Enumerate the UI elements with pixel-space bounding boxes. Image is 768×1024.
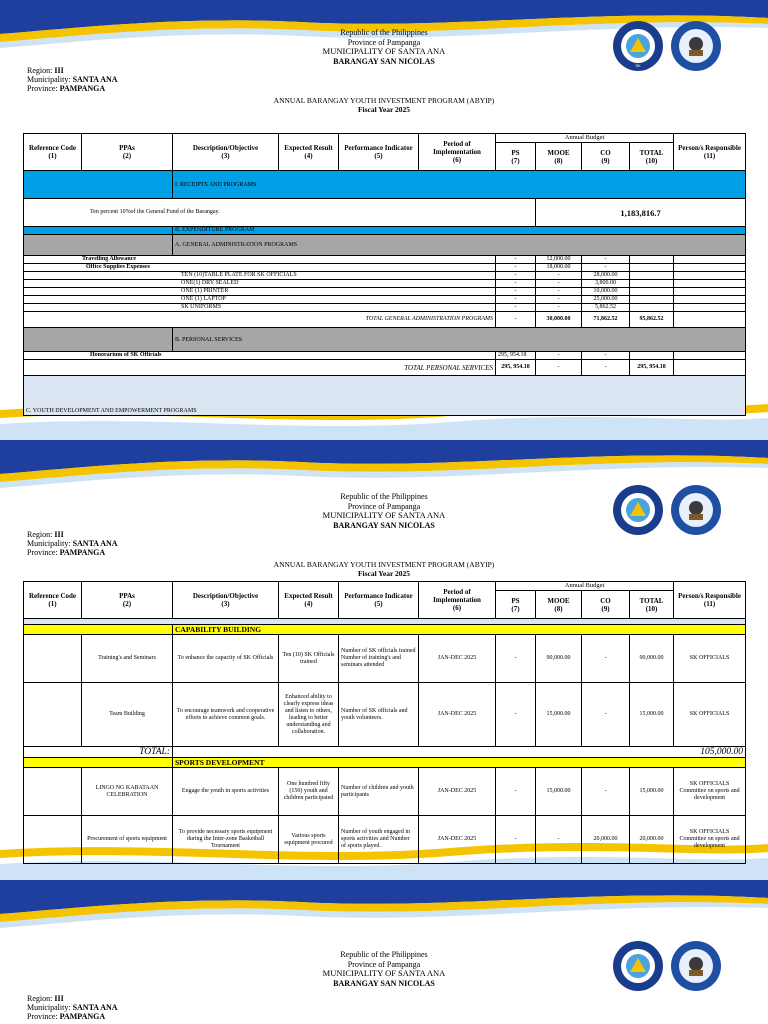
republic-line: Republic of the Philippines [340, 28, 428, 37]
budget-table-page1 [23, 133, 746, 416]
document-page-2 [0, 440, 768, 880]
budget-table-page2: Reference Code (1) PPAs (2) Description/Objective (3) Expected Result (4) Performance Indicator (5) Period of Implementation (6) Annual Budget Person/s Responsible (11) PS (7) MOOE (8) CO (9) TOTAL (10) CAPABILITY BUILDING Training's and Seminars To enhance the capacity of SK Officials Ten (10) SK Officials trained Number of SK officials trained Number of training's and seminars attended JAN-DEC 2025 - 90,000.00 - 90,000.00 SK OFFICIALS Team Building To encourage teamwork and cooperative efforts to achieve common goals. Enhanced ability to clearly express ideas and listen to others, leading to better understanding and collaboration. Number of SK officials and youth volunteers. JAN-DEC 2025 - 15,000.00 - 15,000.00 SK OFFICIALS TOTAL: 105,000.00 SPORTS DEVELOPMENT LINGO NG KABATAAN CELEBRATION Engage the youth in sports activities One hundred fifty (150) youth and children participated Number of children and youth participants JAN-DEC 2025 - 15,000.00 - 15,000.00 SK OFFICIALS Committee on sports and development Procurement of sports equipment To provide necessary sports equipment during the Inter-zone Basketball Tournament Various sports equipment procured Number of youth engaged in sports activities and Number of sports played. JAN-DEC 2025 - - 20,000.00 20,000.00 SK OFFICIALS Committee on sports and development [23, 581, 746, 864]
personal-row [24, 328, 746, 352]
item-row-printer: ONE (1) PRINTER - - 10,000.00 [24, 288, 746, 296]
municipality-value: SANTA ANA [72, 75, 118, 84]
total-personal-label: TOTAL PERSONAL SERVICES [24, 360, 496, 376]
document-title: ANNUAL BARANGAY YOUTH INVESTMENT PROGRAM (ABYIP) Fiscal Year 2025 [273, 560, 495, 578]
program-row: Team Building To encourage teamwork and cooperative efforts to achieve common goals. Enhanced ability to clearly express ideas and listen to others, leading to better understanding and collaboration. Number of SK officials and youth volunteers. JAN-DEC 2025 - 15,000.00 - 15,000.00 SK OFFICIALS [24, 683, 746, 747]
barangay-seal-logo [670, 484, 722, 536]
fiscal-year: Fiscal Year 2025 [357, 105, 411, 114]
program-row: Training's and Seminars To enhance the capacity of SK Officials Ten (10) SK Officials trained Number of SK officials trained Number of training's and seminars attended JAN-DEC 2025 - 90,000.00 - 90,000.00 SK OFFICIALS [24, 635, 746, 683]
youth-heading: C. YOUTH DEVELOPMENT AND EMPOWERMENT PROGRAMS [24, 376, 746, 416]
col-performance-indicator: Performance Indicator (5) [339, 134, 419, 171]
expenditure-row [24, 227, 746, 235]
capability-building-row [24, 625, 746, 635]
municipality-line: MUNICIPALITY OF SANTA ANA [322, 510, 446, 520]
col-annual-budget: Annual Budget [496, 134, 674, 143]
document-page-1 [0, 0, 768, 440]
col-person-responsible: Person/s Responsible (11) [674, 134, 746, 171]
item-row-dry-seal: ONE(1) DRY SEALED - - 3,800.00 [24, 280, 746, 288]
col-description: Description/Objective (3) [173, 134, 279, 171]
location-meta [27, 66, 118, 93]
sk-logo [612, 940, 664, 992]
region-label: Region: [27, 66, 53, 75]
receipts-row [24, 171, 746, 199]
receipts-amount-row [24, 199, 746, 227]
region-value: III [54, 66, 64, 75]
province-line: Province of Pampanga [347, 501, 421, 511]
col-co: CO (9) [582, 143, 630, 171]
expenditure-heading: II. EXPENDITURE PROGRAM [173, 227, 746, 235]
municipality-label: Municipality: [27, 75, 71, 84]
col-reference-code: Reference Code (1) [24, 134, 82, 171]
title-main: ANNUAL BARANGAY YOUTH INVESTMENT PROGRAM (ABYIP) [273, 96, 495, 105]
honorarium-row: Honorarium of SK Officials 295, 954.18 - - [24, 352, 746, 360]
barangay-line: BARANGAY SAN NICOLAS [333, 56, 435, 66]
item-row-laptop: ONE (1) LAPTOP - - 25,000.00 [24, 296, 746, 304]
receipts-heading: I. RECEIPTS AND PROGRAMS [173, 171, 746, 199]
capability-total-row [24, 747, 746, 758]
document-page-3 [0, 880, 768, 1024]
capability-total-value: 105,000.00 [173, 747, 746, 758]
item-row-office: Office Supplies Expenses - 18,000.00 - [24, 264, 746, 272]
receipts-text: Ten percent 10%of the General Fund of the Barangay. [24, 199, 536, 227]
gen-admin-row [24, 235, 746, 256]
col-ps: PS (7) [496, 143, 536, 171]
col-total: TOTAL (10) [630, 143, 674, 171]
municipality-line: MUNICIPALITY OF SANTA ANA [322, 46, 446, 56]
receipts-amount: 1,183,816.7 [536, 199, 746, 227]
barangay-seal-logo [670, 940, 722, 992]
province-label: Province: [27, 84, 58, 93]
republic-line: Republic of the Philippines [340, 492, 428, 501]
province-value: PAMPANGA [59, 84, 106, 93]
personal-heading: B. PERSONAL SERVICES [173, 328, 746, 352]
barangay-line: BARANGAY SAN NICOLAS [333, 520, 435, 530]
header-swoosh-graphic [0, 880, 768, 940]
item-row-uniforms: SK UNIFORMS - - 5,862.52 [24, 304, 746, 312]
sk-logo [612, 484, 664, 536]
total-gen-admin-row: TOTAL GENERAL ADMINISTRATION PROGRAMS - 30,000.00 71,862.52 95,862.52 [24, 312, 746, 328]
col-ppas: PPAs (2) [82, 134, 173, 171]
sports-program-row: LINGO NG KABATAAN CELEBRATION Engage the youth in sports activities One hundred fifty (150) youth and children participated Number of children and youth participants JAN-DEC 2025 - 15,000.00 - 15,000.00 SK OFFICIALS Committee on sports and development [24, 768, 746, 816]
barangay-seal-logo [670, 20, 722, 72]
item-row-travelling: Travelling Allowance - 12,000.00 - [24, 256, 746, 264]
svg-text:SK: SK [635, 63, 641, 68]
youth-row [24, 376, 746, 416]
col-period: Period of Implementation (6) [419, 134, 496, 171]
sk-logo [612, 20, 664, 72]
sports-program-row: Procurement of sports equipment To provide necessary sports equipment during the Inter-zone Basketball Tournament Various sports equipment procured Number of youth engaged in sports activities and Number of sports played. JAN-DEC 2025 - - 20,000.00 20,000.00 SK OFFICIALS Committee on sports and development [24, 816, 746, 864]
gen-admin-heading: A. GENERAL ADMINISTRATION PROGRAMS [173, 235, 746, 256]
letterhead: Republic of the Philippines Province of Pampanga MUNICIPALITY OF SANTA ANA BARANGAY SAN NICOLAS [322, 950, 446, 988]
province-line: Province of Pampanga [347, 37, 421, 47]
total-gen-admin-label: TOTAL GENERAL ADMINISTRATION PROGRAMS [24, 312, 496, 328]
col-expected-result: Expected Result (4) [279, 134, 339, 171]
location-meta: Region: III Municipality: SANTA ANA Province: PAMPANGA [27, 530, 118, 557]
sports-row [24, 758, 746, 768]
location-meta: Region: III Municipality: SANTA ANA Province: PAMPANGA [27, 994, 118, 1021]
total-personal-row: TOTAL PERSONAL SERVICES 295, 954.18 - - 295, 954.18 [24, 360, 746, 376]
item-row-table-plate: TEN (10)TABLE PLATE FOR SK OFFICIALS - - 28,000.00 [24, 272, 746, 280]
capability-total-label: TOTAL: [24, 747, 173, 758]
document-title [0, 96, 768, 114]
sports-heading: SPORTS DEVELOPMENT [173, 758, 746, 768]
capability-building-heading: CAPABILITY BUILDING [173, 625, 746, 635]
col-mooe: MOOE (8) [536, 143, 582, 171]
